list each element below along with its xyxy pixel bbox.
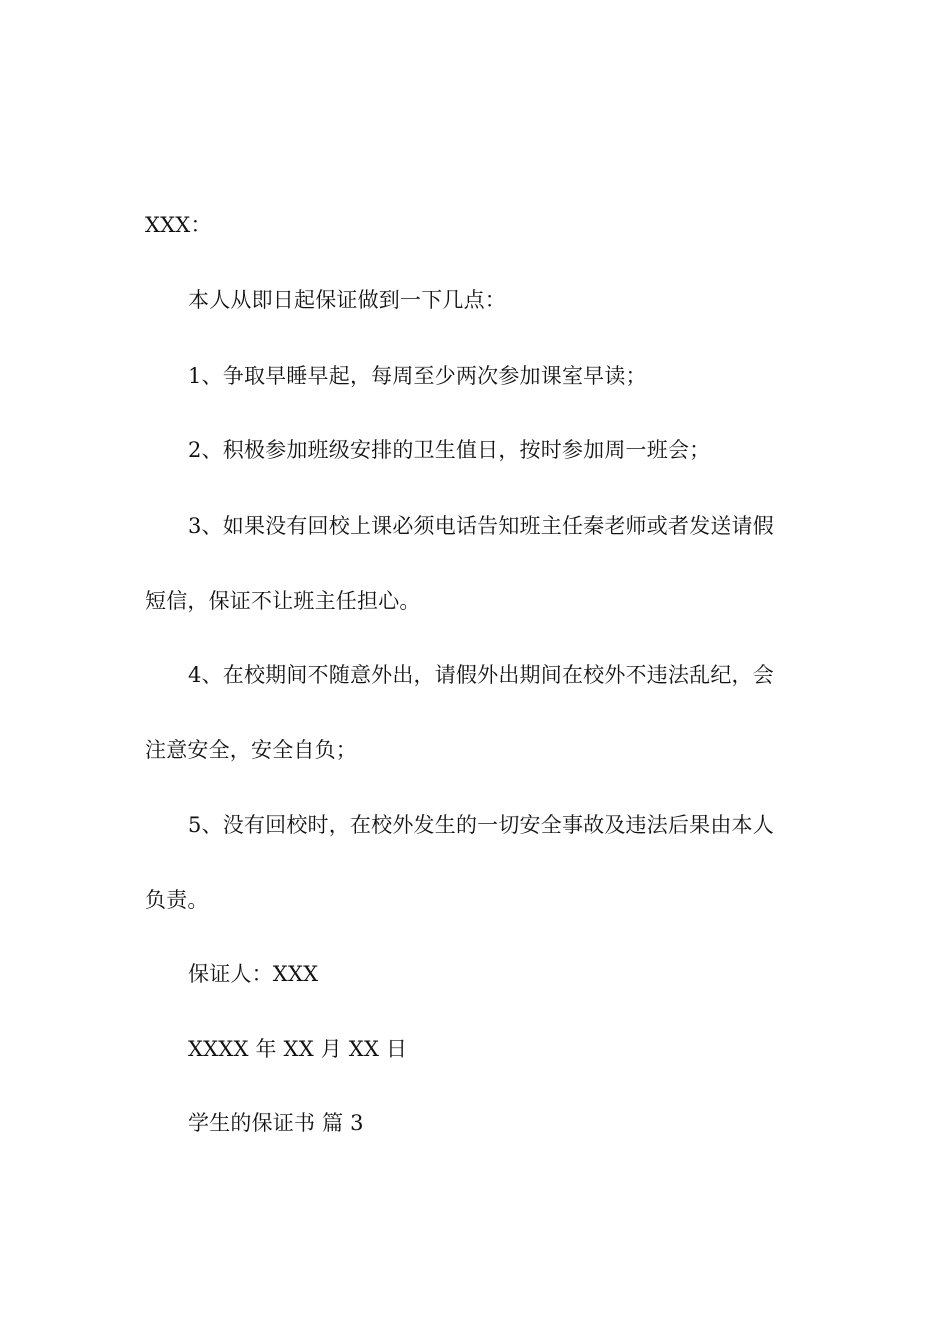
guarantor-signature: 保证人：XXX [188,962,319,986]
item-3-line-1: 3、如果没有回校上课必须电话告知班主任秦老师或者发送请假 [188,514,774,538]
intro-paragraph: 本人从即日起保证做到一下几点： [188,288,506,312]
item-2: 2、积极参加班级安排的卫生值日，按时参加周一班会； [188,438,711,462]
item-4-line-2: 注意安全，安全自负； [145,738,357,762]
item-5-line-1: 5、没有回校时，在校外发生的一切安全事故及违法后果由本人 [188,813,774,837]
salutation: XXX： [145,213,212,237]
item-3-line-2: 短信，保证不让班主任担心。 [145,589,421,613]
item-1: 1、争取早睡早起，每周至少两次参加课室早读； [188,364,647,388]
item-5-line-2: 负责。 [145,888,209,912]
item-4-line-1: 4、在校期间不随意外出，请假外出期间在校外不违法乱纪，会 [188,663,774,687]
next-section-title: 学生的保证书 篇 3 [188,1111,364,1135]
date-line: XXXX 年 XX 月 XX 日 [188,1037,408,1061]
